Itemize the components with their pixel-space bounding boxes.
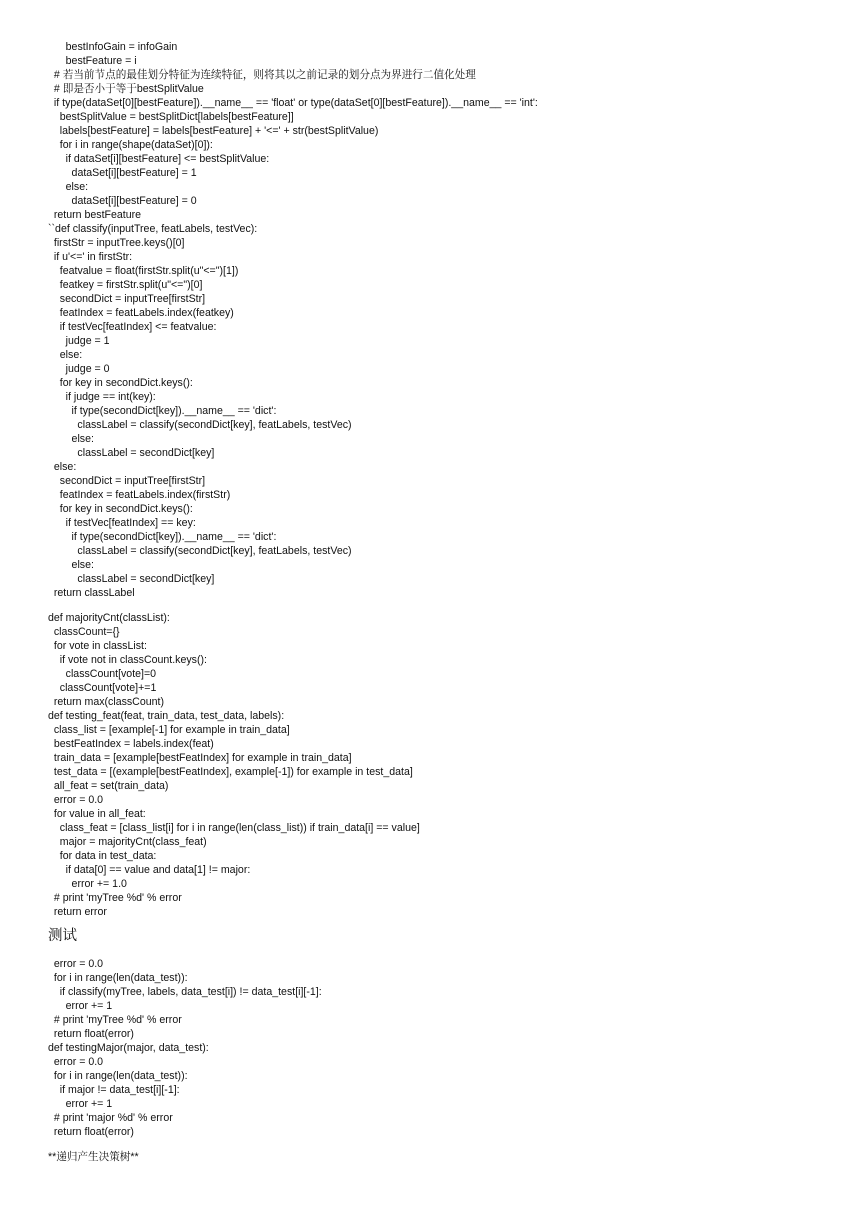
- code-line: classLabel = secondDict[key]: [48, 447, 215, 459]
- code-line: else:: [48, 181, 89, 193]
- code-line: if type(secondDict[key]).__name__ == 'dict':: [48, 405, 277, 417]
- code-block-classify: [48, 40, 848, 600]
- code-line: dataSet[i][bestFeature] = 0: [48, 195, 197, 207]
- code-line: classLabel = secondDict[key]: [48, 573, 215, 585]
- recursive-tree-note: **递归产生决策树**: [48, 1151, 139, 1163]
- document-page: [48, 40, 848, 1164]
- code-line: if vote not in classCount.keys():: [48, 654, 207, 666]
- code-line: train_data = [example[bestFeatIndex] for example in train_data]: [48, 752, 352, 764]
- code-line: return classLabel: [48, 587, 135, 599]
- code-line: ``def classify(inputTree, featLabels, testVec):: [48, 223, 258, 235]
- code-line: classCount[vote]=0: [48, 668, 157, 680]
- code-line: # print 'myTree %d' % error: [48, 1014, 182, 1026]
- code-line: else:: [48, 349, 83, 361]
- code-line: else:: [48, 461, 77, 473]
- section-heading-test: 测试: [48, 928, 77, 944]
- code-line: if major != data_test[i][-1]:: [48, 1084, 180, 1096]
- code-line: major = majorityCnt(class_feat): [48, 836, 207, 848]
- code-line: for i in range(shape(dataSet)[0]):: [48, 139, 213, 151]
- code-line: bestFeatIndex = labels.index(feat): [48, 738, 214, 750]
- spacer: [48, 600, 848, 611]
- code-line: featvalue = float(firstStr.split(u"<=")[1]): [48, 265, 239, 277]
- code-line: error = 0.0: [48, 794, 104, 806]
- code-line: else:: [48, 559, 94, 571]
- code-line: def testingMajor(major, data_test):: [48, 1042, 209, 1054]
- code-line: return max(classCount): [48, 696, 164, 708]
- code-line: bestSplitValue = bestSplitDict[labels[bestFeature]]: [48, 111, 294, 123]
- code-line: test_data = [(example[bestFeatIndex], example[-1]) for example in test_data]: [48, 766, 413, 778]
- code-line: judge = 0: [48, 363, 110, 375]
- code-line: return bestFeature: [48, 209, 142, 221]
- code-line: error += 1.0: [48, 878, 127, 890]
- code-line: for value in all_feat:: [48, 808, 146, 820]
- code-block-testing-major: [48, 957, 848, 1139]
- code-line: for i in range(len(data_test)):: [48, 972, 188, 984]
- code-line: classLabel = classify(secondDict[key], featLabels, testVec): [48, 545, 352, 557]
- code-line: return float(error): [48, 1126, 134, 1138]
- code-line: for vote in classList:: [48, 640, 147, 652]
- code-line: error = 0.0: [48, 958, 104, 970]
- code-line: bestFeature = i: [48, 55, 137, 67]
- code-line: classLabel = classify(secondDict[key], featLabels, testVec): [48, 419, 352, 431]
- code-line: secondDict = inputTree[firstStr]: [48, 475, 206, 487]
- code-line: error += 1: [48, 1000, 113, 1012]
- code-line: dataSet[i][bestFeature] = 1: [48, 167, 197, 179]
- code-line: labels[bestFeature] = labels[bestFeature] + '<=' + str(bestSplitValue): [48, 125, 379, 137]
- code-line: else:: [48, 433, 94, 445]
- code-line: if judge == int(key):: [48, 391, 156, 403]
- code-line: if type(secondDict[key]).__name__ == 'dict':: [48, 531, 277, 543]
- code-line: if testVec[featIndex] <= featvalue:: [48, 321, 217, 333]
- code-line: # print 'major %d' % error: [48, 1112, 173, 1124]
- code-line: # 即是否小于等于bestSplitValue: [48, 83, 204, 95]
- code-line: if dataSet[i][bestFeature] <= bestSplitValue:: [48, 153, 270, 165]
- code-line: class_feat = [class_list[i] for i in range(len(class_list)) if train_data[i] == value]: [48, 822, 420, 834]
- code-line: class_list = [example[-1] for example in train_data]: [48, 724, 290, 736]
- code-line: secondDict = inputTree[firstStr]: [48, 293, 206, 305]
- code-line: return float(error): [48, 1028, 134, 1040]
- code-line: if classify(myTree, labels, data_test[i]) != data_test[i][-1]:: [48, 986, 322, 998]
- code-line: for key in secondDict.keys():: [48, 377, 193, 389]
- code-line: classCount[vote]+=1: [48, 682, 157, 694]
- code-line: for key in secondDict.keys():: [48, 503, 193, 515]
- code-line: error += 1: [48, 1098, 113, 1110]
- code-line: if data[0] == value and data[1] != major:: [48, 864, 251, 876]
- code-line: for i in range(len(data_test)):: [48, 1070, 188, 1082]
- code-line: def majorityCnt(classList):: [48, 612, 170, 624]
- code-line: if u'<=' in firstStr:: [48, 251, 133, 263]
- code-line: # print 'myTree %d' % error: [48, 892, 182, 904]
- code-line: featIndex = featLabels.index(featkey): [48, 307, 234, 319]
- code-line: for data in test_data:: [48, 850, 157, 862]
- code-block-testing-feat: [48, 611, 848, 919]
- code-line: judge = 1: [48, 335, 110, 347]
- code-line: featkey = firstStr.split(u"<=")[0]: [48, 279, 203, 291]
- code-line: firstStr = inputTree.keys()[0]: [48, 237, 185, 249]
- code-line: if type(dataSet[0][bestFeature]).__name__ == 'float' or type(dataSet[0][bestFeature]).__name__ == 'int':: [48, 97, 538, 109]
- code-line: return error: [48, 906, 107, 918]
- code-line: # 若当前节点的最佳划分特征为连续特征，则将其以之前记录的划分点为界进行二值化处理: [48, 69, 476, 81]
- code-line: error = 0.0: [48, 1056, 104, 1068]
- code-line: classCount={}: [48, 626, 120, 638]
- code-line: if testVec[featIndex] == key:: [48, 517, 196, 529]
- code-line: featIndex = featLabels.index(firstStr): [48, 489, 231, 501]
- code-line: bestInfoGain = infoGain: [48, 41, 178, 53]
- code-line: all_feat = set(train_data): [48, 780, 169, 792]
- code-line: def testing_feat(feat, train_data, test_data, labels):: [48, 710, 285, 722]
